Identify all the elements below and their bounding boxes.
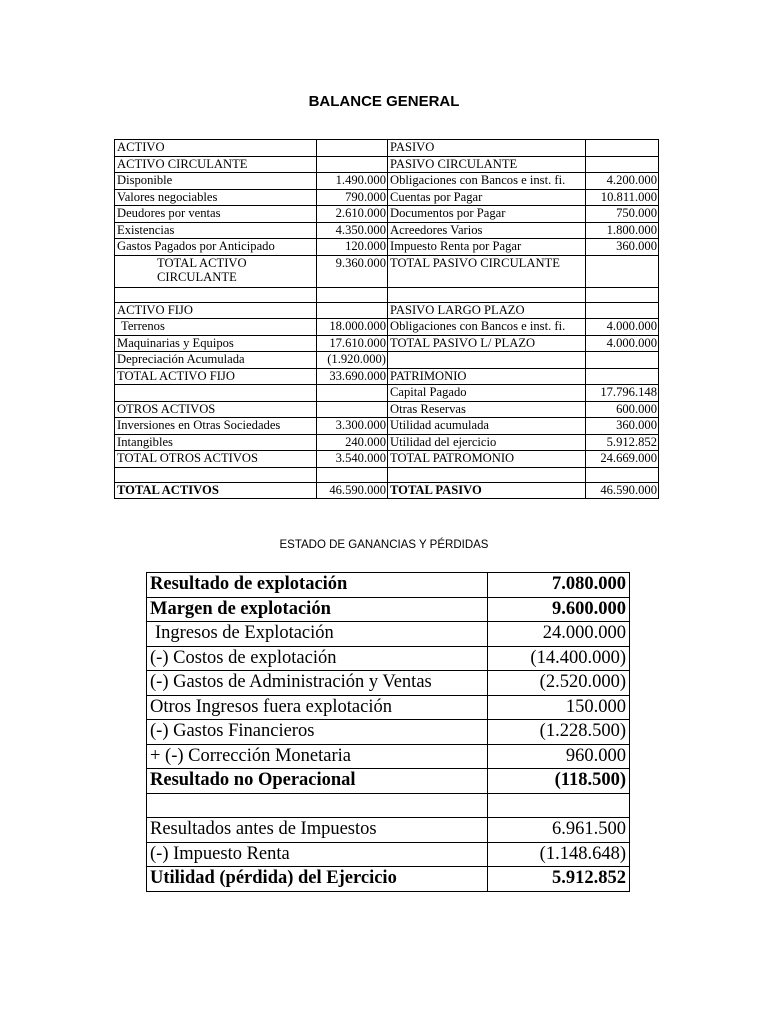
liability-value: 4.200.000 bbox=[586, 173, 659, 190]
asset-value: 18.000.000 bbox=[317, 319, 388, 336]
liability-label: Utilidad acumulada bbox=[388, 418, 586, 435]
total-assets-label: TOTAL ACTIVOS bbox=[115, 482, 317, 499]
liability-label: PASIVO LARGO PLAZO bbox=[388, 302, 586, 319]
asset-label: Valores negociables bbox=[115, 189, 317, 206]
income-statement-title: ESTADO DE GANANCIAS Y PÉRDIDAS bbox=[279, 539, 489, 551]
income-label: Resultado no Operacional bbox=[147, 769, 488, 794]
asset-value bbox=[317, 287, 388, 302]
income-label: Margen de explotación bbox=[147, 597, 488, 622]
income-value: 5.912.852 bbox=[488, 867, 630, 892]
liability-label: Otras Reservas bbox=[388, 401, 586, 418]
asset-value: 9.360.000 bbox=[317, 255, 388, 287]
asset-value: 17.610.000 bbox=[317, 335, 388, 352]
table-row bbox=[147, 867, 630, 892]
asset-label: Depreciación Acumulada bbox=[115, 352, 317, 369]
asset-label: OTROS ACTIVOS bbox=[115, 401, 317, 418]
asset-value: 33.690.000 bbox=[317, 368, 388, 385]
income-value: (14.400.000) bbox=[488, 646, 630, 671]
table-row bbox=[147, 769, 630, 794]
table-row bbox=[115, 335, 659, 352]
income-label: Ingresos de Explotación bbox=[147, 622, 488, 647]
balance-title: BALANCE GENERAL bbox=[308, 93, 460, 110]
table-row bbox=[115, 140, 659, 157]
asset-label: Inversiones en Otras Sociedades bbox=[115, 418, 317, 435]
liability-label bbox=[388, 287, 586, 302]
table-row bbox=[115, 401, 659, 418]
liability-label: Capital Pagado bbox=[388, 385, 586, 402]
asset-value bbox=[317, 302, 388, 319]
liability-value bbox=[586, 255, 659, 287]
table-row bbox=[115, 434, 659, 451]
asset-value: 3.300.000 bbox=[317, 418, 388, 435]
table-row bbox=[115, 368, 659, 385]
table-row bbox=[147, 671, 630, 696]
income-value: 7.080.000 bbox=[488, 573, 630, 598]
liability-label: Cuentas por Pagar bbox=[388, 189, 586, 206]
table-row bbox=[147, 646, 630, 671]
asset-value: 2.610.000 bbox=[317, 206, 388, 223]
table-row bbox=[147, 695, 630, 720]
table-row bbox=[147, 793, 630, 818]
liability-value bbox=[586, 352, 659, 369]
income-value: 24.000.000 bbox=[488, 622, 630, 647]
asset-label: Maquinarias y Equipos bbox=[115, 335, 317, 352]
liability-value: 17.796.148 bbox=[586, 385, 659, 402]
income-value: 150.000 bbox=[488, 695, 630, 720]
income-statement-table bbox=[146, 572, 630, 892]
asset-value: 240.000 bbox=[317, 434, 388, 451]
income-value: (2.520.000) bbox=[488, 671, 630, 696]
liability-value bbox=[586, 287, 659, 302]
table-row bbox=[147, 597, 630, 622]
liability-value: 600.000 bbox=[586, 401, 659, 418]
liability-label bbox=[388, 467, 586, 482]
income-label bbox=[147, 793, 488, 818]
table-row bbox=[147, 573, 630, 598]
income-value: 6.961.500 bbox=[488, 818, 630, 843]
table-row bbox=[115, 222, 659, 239]
asset-value: 1.490.000 bbox=[317, 173, 388, 190]
liability-label: Documentos por Pagar bbox=[388, 206, 586, 223]
liability-value: 4.000.000 bbox=[586, 335, 659, 352]
table-row bbox=[115, 239, 659, 256]
asset-label: Terrenos bbox=[115, 319, 317, 336]
asset-value bbox=[317, 385, 388, 402]
asset-value bbox=[317, 401, 388, 418]
asset-value: 790.000 bbox=[317, 189, 388, 206]
asset-label: ACTIVO CIRCULANTE bbox=[115, 156, 317, 173]
liability-value: 10.811.000 bbox=[586, 189, 659, 206]
table-row bbox=[147, 842, 630, 867]
liability-value: 24.669.000 bbox=[586, 451, 659, 468]
asset-label: Intangibles bbox=[115, 434, 317, 451]
table-row bbox=[147, 622, 630, 647]
liability-value bbox=[586, 467, 659, 482]
table-row bbox=[147, 818, 630, 843]
table-row bbox=[115, 418, 659, 435]
table-row bbox=[115, 352, 659, 369]
income-value: (1.228.500) bbox=[488, 720, 630, 745]
asset-label: Deudores por ventas bbox=[115, 206, 317, 223]
asset-label: ACTIVO bbox=[115, 140, 317, 157]
liability-value: 360.000 bbox=[586, 418, 659, 435]
liability-label: TOTAL PATROMONIO bbox=[388, 451, 586, 468]
asset-label bbox=[115, 467, 317, 482]
income-value: 9.600.000 bbox=[488, 597, 630, 622]
total-liabilities-label: TOTAL PASIVO bbox=[388, 482, 586, 499]
table-row bbox=[115, 302, 659, 319]
asset-label: Gastos Pagados por Anticipado bbox=[115, 239, 317, 256]
income-label: (-) Gastos Financieros bbox=[147, 720, 488, 745]
income-label: Otros Ingresos fuera explotación bbox=[147, 695, 488, 720]
liability-value bbox=[586, 302, 659, 319]
liability-label: TOTAL PASIVO L/ PLAZO bbox=[388, 335, 586, 352]
income-label: (-) Impuesto Renta bbox=[147, 842, 488, 867]
table-row bbox=[115, 287, 659, 302]
asset-label bbox=[115, 287, 317, 302]
asset-value: (1.920.000) bbox=[317, 352, 388, 369]
income-label: (-) Costos de explotación bbox=[147, 646, 488, 671]
liability-value bbox=[586, 140, 659, 157]
asset-value: 3.540.000 bbox=[317, 451, 388, 468]
income-label: Utilidad (pérdida) del Ejercicio bbox=[147, 867, 488, 892]
liability-value: 750.000 bbox=[586, 206, 659, 223]
income-label: (-) Gastos de Administración y Ventas bbox=[147, 671, 488, 696]
liability-label: Obligaciones con Bancos e inst. fi. bbox=[388, 173, 586, 190]
income-value: (118.500) bbox=[488, 769, 630, 794]
asset-label: ACTIVO FIJO bbox=[115, 302, 317, 319]
asset-label: Existencias bbox=[115, 222, 317, 239]
table-row bbox=[115, 385, 659, 402]
table-row bbox=[115, 206, 659, 223]
liability-label: PASIVO bbox=[388, 140, 586, 157]
table-row bbox=[147, 744, 630, 769]
asset-label: Disponible bbox=[115, 173, 317, 190]
liability-value: 5.912.852 bbox=[586, 434, 659, 451]
balance-sheet-table bbox=[114, 139, 659, 499]
liability-value bbox=[586, 368, 659, 385]
income-label: Resultados antes de Impuestos bbox=[147, 818, 488, 843]
liability-label: Utilidad del ejercicio bbox=[388, 434, 586, 451]
liability-label: TOTAL PASIVO CIRCULANTE bbox=[388, 255, 586, 287]
asset-value bbox=[317, 156, 388, 173]
income-label: Resultado de explotación bbox=[147, 573, 488, 598]
liability-label: PASIVO CIRCULANTE bbox=[388, 156, 586, 173]
income-value: 960.000 bbox=[488, 744, 630, 769]
asset-label bbox=[115, 385, 317, 402]
liability-label: Impuesto Renta por Pagar bbox=[388, 239, 586, 256]
table-row bbox=[115, 173, 659, 190]
liability-value: 4.000.000 bbox=[586, 319, 659, 336]
table-row bbox=[115, 156, 659, 173]
income-label: + (-) Corrección Monetaria bbox=[147, 744, 488, 769]
asset-value bbox=[317, 467, 388, 482]
asset-label: TOTAL ACTIVO FIJO bbox=[115, 368, 317, 385]
table-row bbox=[115, 319, 659, 336]
table-row bbox=[115, 189, 659, 206]
total-liabilities-value: 46.590.000 bbox=[586, 482, 659, 499]
table-row bbox=[147, 720, 630, 745]
asset-label: TOTAL OTROS ACTIVOS bbox=[115, 451, 317, 468]
liability-label: Obligaciones con Bancos e inst. fi. bbox=[388, 319, 586, 336]
asset-value: 4.350.000 bbox=[317, 222, 388, 239]
asset-label: TOTAL ACTIVO CIRCULANTE bbox=[115, 255, 317, 287]
table-row bbox=[115, 467, 659, 482]
table-row bbox=[115, 255, 659, 287]
liability-label bbox=[388, 352, 586, 369]
liability-value: 360.000 bbox=[586, 239, 659, 256]
table-row bbox=[115, 451, 659, 468]
asset-value bbox=[317, 140, 388, 157]
table-row bbox=[115, 482, 659, 499]
income-value bbox=[488, 793, 630, 818]
asset-value: 120.000 bbox=[317, 239, 388, 256]
total-assets-value: 46.590.000 bbox=[317, 482, 388, 499]
liability-value: 1.800.000 bbox=[586, 222, 659, 239]
liability-label: PATRIMONIO bbox=[388, 368, 586, 385]
liability-value bbox=[586, 156, 659, 173]
liability-label: Acreedores Varios bbox=[388, 222, 586, 239]
income-value: (1.148.648) bbox=[488, 842, 630, 867]
